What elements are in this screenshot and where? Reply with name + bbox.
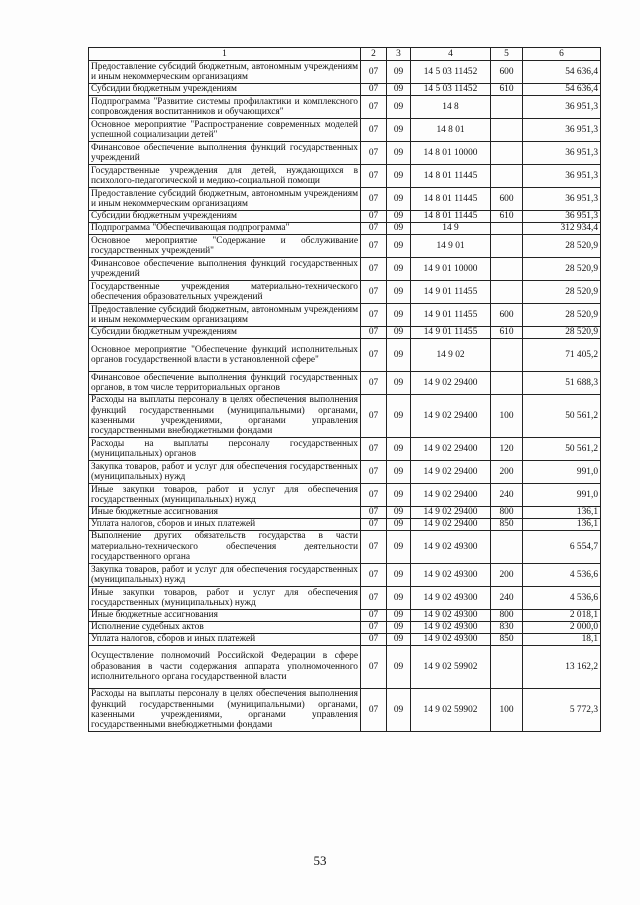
subsection-code: 09: [387, 564, 411, 587]
table-row: [89, 61, 601, 84]
target-article-code: 14 8 01 10000: [411, 142, 491, 165]
item-name: Подпрограмма "Развитие системы профилактики и комплексного сопровождения воспитанников и обучающихся": [89, 96, 361, 119]
amount: 36 951,3: [523, 96, 601, 119]
target-article-code: 14 5 03 11452: [411, 61, 491, 84]
expense-type-code: [491, 165, 523, 188]
amount: 28 520,9: [523, 258, 601, 281]
expense-type-code: [491, 223, 523, 235]
expense-type-code: 240: [491, 587, 523, 610]
section-code: 07: [361, 395, 387, 438]
subsection-code: 09: [387, 327, 411, 339]
amount: 51 688,3: [523, 372, 601, 395]
table-row: [89, 689, 601, 732]
expense-type-code: 830: [491, 622, 523, 634]
target-article-code: 14 9 02 59902: [411, 689, 491, 732]
subsection-code: 09: [387, 461, 411, 484]
table-body: [89, 61, 601, 732]
item-name: Субсидии бюджетным учреждениям: [89, 84, 361, 96]
item-name: Иные закупки товаров, работ и услуг для обеспечения государственных (муниципальных) нужд: [89, 587, 361, 610]
expense-type-code: 200: [491, 564, 523, 587]
target-article-code: 14 5 03 11452: [411, 84, 491, 96]
item-name: Основное мероприятие "Обеспечение функций исполнительных органов государственной власти в установленной сфере": [89, 339, 361, 372]
section-code: 07: [361, 119, 387, 142]
subsection-code: 09: [387, 646, 411, 689]
table-row: [89, 519, 601, 531]
subsection-code: 09: [387, 339, 411, 372]
target-article-code: 14 9 02 49300: [411, 531, 491, 564]
expense-type-code: [491, 281, 523, 304]
amount: 2 000,0: [523, 622, 601, 634]
subsection-code: 09: [387, 96, 411, 119]
table-row: [89, 84, 601, 96]
amount: 28 520,9: [523, 304, 601, 327]
item-name: Подпрограмма "Обеспечивающая подпрограмма": [89, 223, 361, 235]
subsection-code: 09: [387, 610, 411, 622]
section-code: 07: [361, 587, 387, 610]
target-article-code: 14 9 02 59902: [411, 646, 491, 689]
item-name: Предоставление субсидий бюджетным, автономным учреждениям и иным некоммерческим организациям: [89, 188, 361, 211]
section-code: 07: [361, 610, 387, 622]
target-article-code: 14 9 02 49300: [411, 587, 491, 610]
expense-type-code: 240: [491, 484, 523, 507]
section-code: 07: [361, 531, 387, 564]
target-article-code: 14 9 02 49300: [411, 634, 491, 646]
item-name: Исполнение судебных актов: [89, 622, 361, 634]
item-name: Государственные учреждения материально-технического обеспечения образовательных учреждений: [89, 281, 361, 304]
target-article-code: 14 9: [411, 223, 491, 235]
item-name: Закупка товаров, работ и услуг для обеспечения государственных (муниципальных) нужд: [89, 461, 361, 484]
expense-type-code: [491, 142, 523, 165]
target-article-code: 14 8 01: [411, 119, 491, 142]
item-name: Основное мероприятие "Распространение современных моделей успешной социализации детей": [89, 119, 361, 142]
amount: 28 520,9: [523, 327, 601, 339]
section-code: 07: [361, 258, 387, 281]
amount: 36 951,3: [523, 165, 601, 188]
subsection-code: 09: [387, 587, 411, 610]
section-code: 07: [361, 372, 387, 395]
target-article-code: 14 9 01 11455: [411, 281, 491, 304]
expense-type-code: 850: [491, 519, 523, 531]
column-header: 5: [491, 48, 523, 61]
expense-type-code: [491, 531, 523, 564]
amount: 36 951,3: [523, 119, 601, 142]
subsection-code: 09: [387, 395, 411, 438]
item-name: Уплата налогов, сборов и иных платежей: [89, 634, 361, 646]
subsection-code: 09: [387, 61, 411, 84]
amount: 2 018,1: [523, 610, 601, 622]
section-code: 07: [361, 223, 387, 235]
amount: 54 636,4: [523, 61, 601, 84]
item-name: Предоставление субсидий бюджетным, автономным учреждениям и иным некоммерческим организациям: [89, 61, 361, 84]
item-name: Иные закупки товаров, работ и услуг для обеспечения государственных (муниципальных) нужд: [89, 484, 361, 507]
amount: 991,0: [523, 484, 601, 507]
target-article-code: 14 9 02 29400: [411, 372, 491, 395]
target-article-code: 14 9 02 49300: [411, 610, 491, 622]
expense-type-code: [491, 339, 523, 372]
subsection-code: 09: [387, 438, 411, 461]
amount: 18,1: [523, 634, 601, 646]
subsection-code: 09: [387, 372, 411, 395]
expense-type-code: 850: [491, 634, 523, 646]
column-header: 6: [523, 48, 601, 61]
item-name: Иные бюджетные ассигнования: [89, 507, 361, 519]
subsection-code: 09: [387, 258, 411, 281]
section-code: 07: [361, 461, 387, 484]
amount: 28 520,9: [523, 281, 601, 304]
section-code: 07: [361, 96, 387, 119]
subsection-code: 09: [387, 188, 411, 211]
item-name: Выполнение других обязательств государства в части материально-технического обеспечения деятельности государственного органа: [89, 531, 361, 564]
subsection-code: 09: [387, 507, 411, 519]
target-article-code: 14 9 01 11455: [411, 327, 491, 339]
table-row: [89, 395, 601, 438]
table-row: [89, 610, 601, 622]
amount: 50 561,2: [523, 438, 601, 461]
amount: 5 772,3: [523, 689, 601, 732]
expense-type-code: 610: [491, 327, 523, 339]
section-code: 07: [361, 165, 387, 188]
target-article-code: 14 9 02: [411, 339, 491, 372]
target-article-code: 14 9 02 49300: [411, 564, 491, 587]
table-row: [89, 327, 601, 339]
table-row: [89, 587, 601, 610]
section-code: 07: [361, 438, 387, 461]
target-article-code: 14 9 01 10000: [411, 258, 491, 281]
item-name: Субсидии бюджетным учреждениям: [89, 211, 361, 223]
table-row: [89, 484, 601, 507]
expense-type-code: 610: [491, 84, 523, 96]
target-article-code: 14 8: [411, 96, 491, 119]
amount: 54 636,4: [523, 84, 601, 96]
subsection-code: 09: [387, 142, 411, 165]
column-header: 3: [387, 48, 411, 61]
table-row: [89, 119, 601, 142]
section-code: 07: [361, 339, 387, 372]
item-name: Финансовое обеспечение выполнения функций государственных учреждений: [89, 258, 361, 281]
section-code: 07: [361, 507, 387, 519]
table-row: [89, 646, 601, 689]
amount: 136,1: [523, 507, 601, 519]
table-row: [89, 96, 601, 119]
expense-type-code: [491, 96, 523, 119]
section-code: 07: [361, 188, 387, 211]
expense-type-code: 600: [491, 304, 523, 327]
section-code: 07: [361, 61, 387, 84]
subsection-code: 09: [387, 634, 411, 646]
table-row: [89, 372, 601, 395]
target-article-code: 14 9 02 49300: [411, 622, 491, 634]
amount: 312 934,4: [523, 223, 601, 235]
item-name: Государственные учреждения для детей, нуждающихся в психолого-педагогической и медико-социальной помощи: [89, 165, 361, 188]
budget-table: [88, 47, 601, 732]
target-article-code: 14 8 01 11445: [411, 165, 491, 188]
section-code: 07: [361, 634, 387, 646]
amount: 991,0: [523, 461, 601, 484]
subsection-code: 09: [387, 281, 411, 304]
table-row: [89, 142, 601, 165]
target-article-code: 14 8 01 11445: [411, 211, 491, 223]
subsection-code: 09: [387, 689, 411, 732]
item-name: Финансовое обеспечение выполнения функций государственных учреждений: [89, 142, 361, 165]
table-row: [89, 235, 601, 258]
section-code: 07: [361, 281, 387, 304]
expense-type-code: [491, 372, 523, 395]
expense-type-code: 120: [491, 438, 523, 461]
item-name: Расходы на выплаты персоналу государственных (муниципальных) органов: [89, 438, 361, 461]
subsection-code: 09: [387, 84, 411, 96]
table-row: [89, 281, 601, 304]
amount: 71 405,2: [523, 339, 601, 372]
target-article-code: 14 9 01: [411, 235, 491, 258]
item-name: Закупка товаров, работ и услуг для обеспечения государственных (муниципальных) нужд: [89, 564, 361, 587]
item-name: Осуществление полномочий Российской Федерации в сфере образования в части содержания аппарата уполномоченного исполнительного органа государственной власти: [89, 646, 361, 689]
amount: 28 520,9: [523, 235, 601, 258]
target-article-code: 14 8 01 11445: [411, 188, 491, 211]
item-name: Основное мероприятие "Содержание и обслуживание государственных учреждений": [89, 235, 361, 258]
subsection-code: 09: [387, 235, 411, 258]
table-row: [89, 223, 601, 235]
table-row: [89, 507, 601, 519]
table-row: [89, 304, 601, 327]
table-row: [89, 622, 601, 634]
table-row: [89, 564, 601, 587]
expense-type-code: [491, 646, 523, 689]
target-article-code: 14 9 02 29400: [411, 484, 491, 507]
table-row: [89, 258, 601, 281]
section-code: 07: [361, 235, 387, 258]
subsection-code: 09: [387, 119, 411, 142]
table-row: [89, 188, 601, 211]
subsection-code: 09: [387, 304, 411, 327]
subsection-code: 09: [387, 519, 411, 531]
section-code: 07: [361, 304, 387, 327]
section-code: 07: [361, 327, 387, 339]
table-row: [89, 438, 601, 461]
expense-type-code: 200: [491, 461, 523, 484]
section-code: 07: [361, 564, 387, 587]
expense-type-code: 600: [491, 61, 523, 84]
expense-type-code: 800: [491, 507, 523, 519]
table-row: [89, 461, 601, 484]
expense-type-code: 610: [491, 211, 523, 223]
table-row: [89, 531, 601, 564]
target-article-code: 14 9 01 11455: [411, 304, 491, 327]
column-header: 4: [411, 48, 491, 61]
item-name: Иные бюджетные ассигнования: [89, 610, 361, 622]
table-header-row: [89, 48, 601, 61]
amount: 4 536,6: [523, 564, 601, 587]
subsection-code: 09: [387, 223, 411, 235]
table-row: [89, 339, 601, 372]
section-code: 07: [361, 519, 387, 531]
expense-type-code: [491, 119, 523, 142]
item-name: Предоставление субсидий бюджетным, автономным учреждениям и иным некоммерческим организациям: [89, 304, 361, 327]
expense-type-code: [491, 235, 523, 258]
target-article-code: 14 9 02 29400: [411, 507, 491, 519]
expense-type-code: 100: [491, 395, 523, 438]
amount: 36 951,3: [523, 188, 601, 211]
amount: 4 536,6: [523, 587, 601, 610]
section-code: 07: [361, 142, 387, 165]
expense-type-code: 600: [491, 188, 523, 211]
amount: 13 162,2: [523, 646, 601, 689]
column-header: 2: [361, 48, 387, 61]
amount: 136,1: [523, 519, 601, 531]
section-code: 07: [361, 646, 387, 689]
item-name: Субсидии бюджетным учреждениям: [89, 327, 361, 339]
table-row: [89, 165, 601, 188]
amount: 6 554,7: [523, 531, 601, 564]
item-name: Уплата налогов, сборов и иных платежей: [89, 519, 361, 531]
subsection-code: 09: [387, 622, 411, 634]
column-header: 1: [89, 48, 361, 61]
section-code: 07: [361, 689, 387, 732]
expense-type-code: 100: [491, 689, 523, 732]
subsection-code: 09: [387, 484, 411, 507]
subsection-code: 09: [387, 531, 411, 564]
target-article-code: 14 9 02 29400: [411, 519, 491, 531]
amount: 36 951,3: [523, 211, 601, 223]
target-article-code: 14 9 02 29400: [411, 438, 491, 461]
amount: 36 951,3: [523, 142, 601, 165]
section-code: 07: [361, 211, 387, 223]
section-code: 07: [361, 84, 387, 96]
item-name: Расходы на выплаты персоналу в целях обеспечения выполнения функций государственными (муниципальными) органами, казенными учреждениями, органами управления государственными внебюджетными фондами: [89, 689, 361, 732]
amount: 50 561,2: [523, 395, 601, 438]
subsection-code: 09: [387, 165, 411, 188]
table-row: [89, 634, 601, 646]
section-code: 07: [361, 622, 387, 634]
expense-type-code: [491, 258, 523, 281]
target-article-code: 14 9 02 29400: [411, 395, 491, 438]
item-name: Расходы на выплаты персоналу в целях обеспечения выполнения функций государственными (муниципальными) органами, казенными учреждениями, органами управления государственными внебюджетными фондами: [89, 395, 361, 438]
item-name: Финансовое обеспечение выполнения функций государственных органов, в том числе территориальных органов: [89, 372, 361, 395]
subsection-code: 09: [387, 211, 411, 223]
section-code: 07: [361, 484, 387, 507]
expense-type-code: 800: [491, 610, 523, 622]
target-article-code: 14 9 02 29400: [411, 461, 491, 484]
page-number: 53: [313, 853, 327, 868]
table-row: [89, 211, 601, 223]
